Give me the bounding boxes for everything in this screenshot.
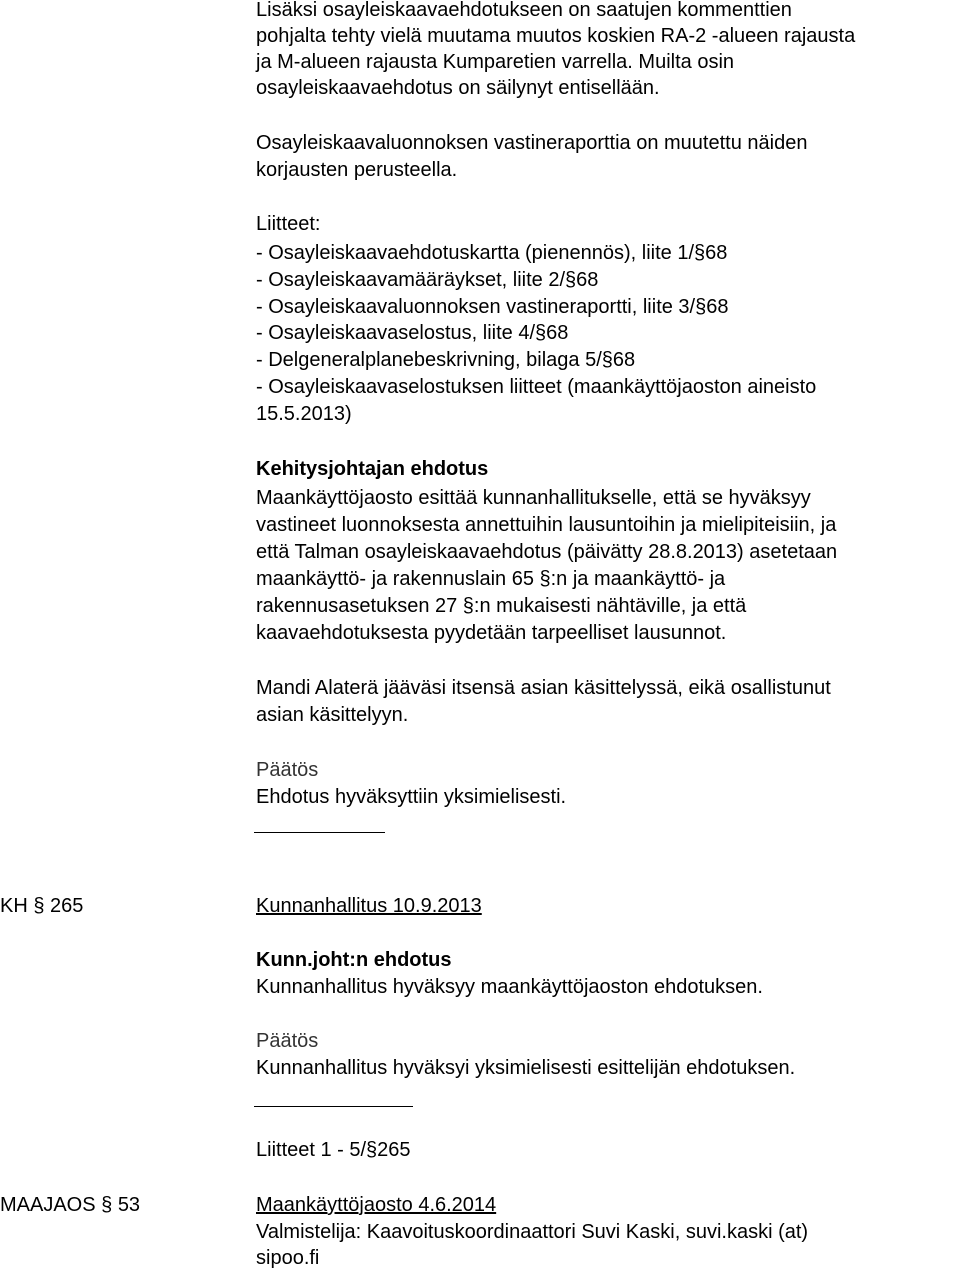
attachment-item: - Osayleiskaavaselostus, liite 4/§68 bbox=[256, 322, 569, 344]
decision-text: Kunnanhallitus hyväksyi yksimielisesti esittelijän ehdotuksen. bbox=[256, 1057, 796, 1079]
proposal-line: rakennusasetuksen 27 §:n mukaisesti nähtäville, ja että bbox=[256, 595, 747, 617]
kunn-proposal-text: Kunnanhallitus hyväksyy maankäyttöjaoston ehdotuksen. bbox=[256, 976, 763, 998]
proposal-heading: Kehitysjohtajan ehdotus bbox=[256, 458, 489, 480]
attachment-item: - Delgeneralplanebeskrivning, bilaga 5/§68 bbox=[256, 349, 636, 371]
separator-rule bbox=[254, 1106, 413, 1107]
kh-meeting: Kunnanhallitus 10.9.2013 bbox=[256, 895, 482, 917]
intro-line: ja M-alueen rajausta Kumparetien varrella. Muilta osin bbox=[256, 51, 735, 73]
preparer-line: sipoo.fi bbox=[256, 1247, 320, 1269]
proposal-line: maankäyttö- ja rakennuslain 65 §:n ja maankäyttö- ja bbox=[256, 568, 726, 590]
attachments-reference: Liitteet 1 - 5/§265 bbox=[256, 1139, 411, 1161]
intro-line: Lisäksi osayleiskaavaehdotukseen on saatujen kommenttien bbox=[256, 0, 792, 21]
proposal-line: että Talman osayleiskaavaehdotus (päivätty 28.8.2013) asetetaan bbox=[256, 541, 838, 563]
decision-label: Päätös bbox=[256, 1030, 319, 1052]
maajaos-meeting: Maankäyttöjaosto 4.6.2014 bbox=[256, 1194, 497, 1216]
attachments-label: Liitteet: bbox=[256, 213, 321, 235]
attachment-item: - Osayleiskaavaselostuksen liitteet (maankäyttöjaoston aineisto bbox=[256, 376, 817, 398]
recusal-line: asian käsittelyyn. bbox=[256, 704, 409, 726]
intro2-line: Osayleiskaavaluonnoksen vastineraporttia on muutettu näiden bbox=[256, 132, 808, 154]
attachment-item: - Osayleiskaavaehdotuskartta (pienennös), liite 1/§68 bbox=[256, 242, 728, 264]
attachment-item: - Osayleiskaavamääräykset, liite 2/§68 bbox=[256, 269, 599, 291]
maajaos-section-label: MAAJAOS § 53 bbox=[0, 1194, 141, 1216]
proposal-line: Maankäyttöjaosto esittää kunnanhallitukselle, että se hyväksyy bbox=[256, 487, 811, 509]
attachment-item: 15.5.2013) bbox=[256, 403, 352, 425]
intro2-line: korjausten perusteella. bbox=[256, 159, 458, 181]
recusal-line: Mandi Alaterä jääväsi itsensä asian käsittelyssä, eikä osallistunut bbox=[256, 677, 831, 699]
decision-label: Päätös bbox=[256, 759, 319, 781]
intro-line: osayleiskaavaehdotus on säilynyt entisellään. bbox=[256, 77, 660, 99]
preparer-line: Valmistelija: Kaavoituskoordinaattori Suvi Kaski, suvi.kaski (at) bbox=[256, 1221, 809, 1243]
intro-line: pohjalta tehty vielä muutama muutos koskien RA-2 -alueen rajausta bbox=[256, 25, 856, 47]
attachment-item: - Osayleiskaavaluonnoksen vastineraportti, liite 3/§68 bbox=[256, 296, 729, 318]
decision-text: Ehdotus hyväksyttiin yksimielisesti. bbox=[256, 786, 567, 808]
kh-section-label: KH § 265 bbox=[0, 895, 84, 917]
separator-rule bbox=[254, 832, 385, 833]
proposal-line: vastineet luonnoksesta annettuihin lausuntoihin ja mielipiteisiin, ja bbox=[256, 514, 837, 536]
proposal-line: kaavaehdotuksesta pyydetään tarpeelliset lausunnot. bbox=[256, 622, 727, 644]
kunn-proposal-heading: Kunn.joht:n ehdotus bbox=[256, 949, 452, 971]
